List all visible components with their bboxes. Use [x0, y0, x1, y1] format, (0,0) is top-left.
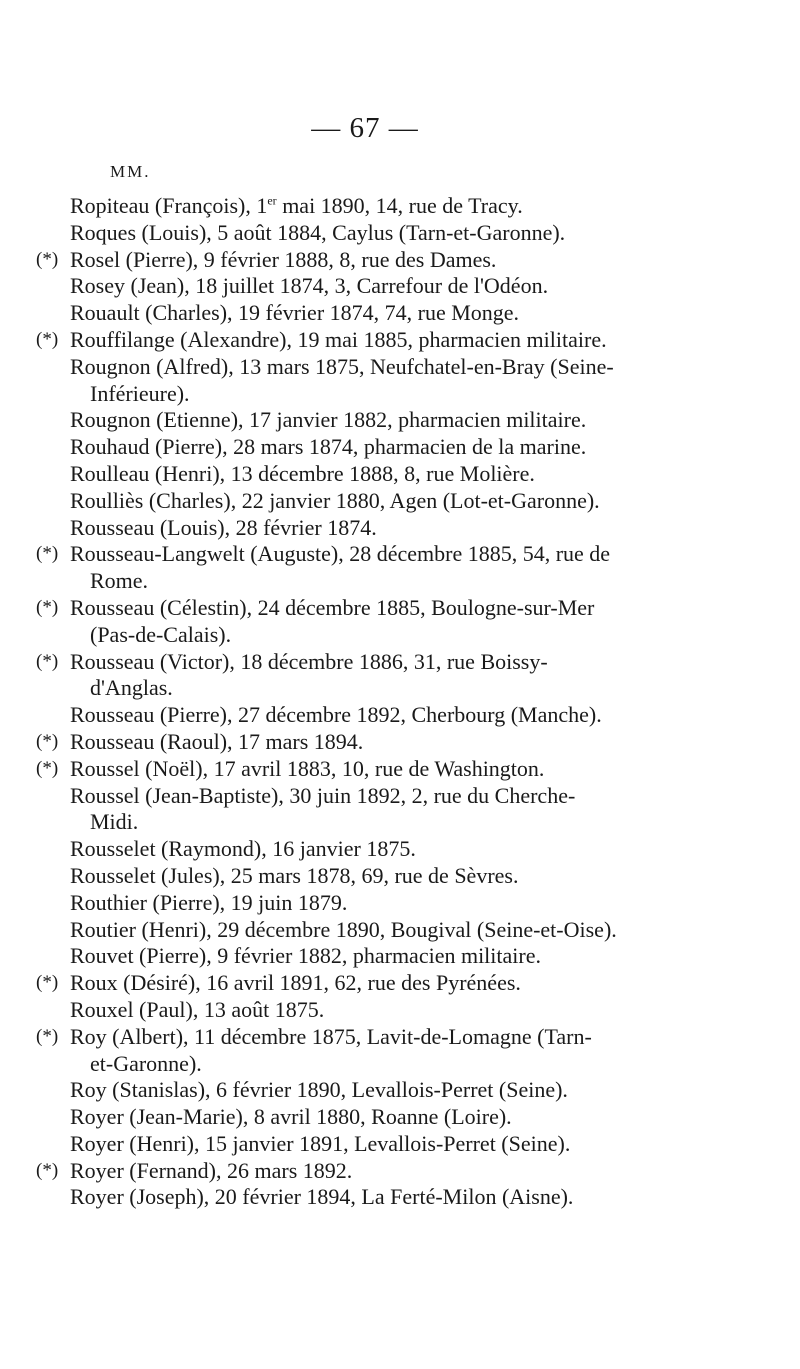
entry-text: mai 1890, 14, rue de Tracy. [276, 193, 523, 218]
entry-line: Rousseau (Victor), 18 décembre 1886, 31, rue Boissy- [70, 648, 548, 674]
entry-list [36, 193, 716, 1211]
entry [36, 220, 716, 247]
entry-continuation-line: (Pas-de-Calais). [90, 621, 232, 647]
entry-line: Rousseau (Célestin), 24 décembre 1885, Boulogne-sur-Mer [70, 594, 595, 620]
entry [36, 515, 716, 542]
entry [36, 943, 716, 970]
entry-line: Rousseau (Pierre), 27 décembre 1892, Cherbourg (Manche). [70, 702, 602, 728]
entry [36, 1184, 716, 1211]
entry-marker: (*) [36, 730, 59, 752]
entry [36, 1024, 716, 1078]
entry-marker: (*) [36, 757, 59, 779]
entry [36, 997, 716, 1024]
entry-text: Ropiteau (François), 1 [70, 193, 268, 218]
entry-line: Rouhaud (Pierre), 28 mars 1874, pharmacien de la marine. [70, 434, 587, 460]
entry [36, 702, 716, 729]
entry-marker: (*) [36, 543, 59, 565]
entry-continuation-line: d'Anglas. [90, 675, 173, 701]
entry [36, 273, 716, 300]
entry-continuation-line: Inférieure). [90, 380, 190, 406]
entry [36, 970, 716, 997]
entry-line: Rouvet (Pierre), 9 février 1882, pharmacien militaire. [70, 943, 541, 969]
entry-continuation-line: et-Garonne). [90, 1050, 202, 1076]
entry-marker: (*) [36, 1025, 59, 1047]
entry-line: Rouxel (Paul), 13 août 1875. [70, 996, 325, 1022]
entry-line: Roques (Louis), 5 août 1884, Caylus (Tarn-et-Garonne). [70, 219, 566, 245]
entry-line: Roy (Stanislas), 6 février 1890, Levallois-Perret (Seine). [70, 1077, 568, 1103]
entry [36, 917, 716, 944]
entry [36, 488, 716, 515]
entry-line: Routier (Henri), 29 décembre 1890, Bougival (Seine-et-Oise). [70, 916, 617, 942]
entry-marker: (*) [36, 328, 59, 350]
entry-line: Roulliès (Charles), 22 janvier 1880, Agen (Lot-et-Garonne). [70, 487, 600, 513]
entry-line: Routhier (Pierre), 19 juin 1879. [70, 889, 348, 915]
entry [36, 541, 716, 595]
entry-marker: (*) [36, 596, 59, 618]
entry-line: Rousseau (Raoul), 17 mars 1894. [70, 728, 364, 754]
entry [36, 783, 716, 837]
entry-line: Rouffilange (Alexandre), 19 mai 1885, pharmacien militaire. [70, 326, 607, 352]
entry [36, 354, 716, 408]
entry-marker: (*) [36, 1159, 59, 1181]
entry [36, 461, 716, 488]
section-header: MM. [110, 162, 151, 181]
entry-line: Roulleau (Henri), 13 décembre 1888, 8, rue Molière. [70, 460, 535, 486]
entry-line: Royer (Joseph), 20 février 1894, La Ferté-Milon (Aisne). [70, 1184, 574, 1210]
entry-line: Rouault (Charles), 19 février 1874, 74, rue Monge. [70, 300, 520, 326]
entry [36, 1077, 716, 1104]
entry-line: Rousselet (Jules), 25 mars 1878, 69, rue de Sèvres. [70, 862, 519, 888]
entry [36, 729, 716, 756]
entry-marker: (*) [36, 650, 59, 672]
entry-line: Rousseau-Langwelt (Auguste), 28 décembre 1885, 54, rue de [70, 541, 611, 567]
entry [36, 247, 716, 274]
entry-superscript: er [267, 193, 277, 208]
entry-line: Roussel (Noël), 17 avril 1883, 10, rue de Washington. [70, 755, 545, 781]
entry-continuation-line: Rome. [90, 568, 149, 594]
entry-line: Rosel (Pierre), 9 février 1888, 8, rue des Dames. [70, 246, 497, 272]
entry [36, 434, 716, 461]
entry-line: Royer (Henri), 15 janvier 1891, Levallois-Perret (Seine). [70, 1130, 571, 1156]
entry [36, 595, 716, 649]
entry-line: Roux (Désiré), 16 avril 1891, 62, rue des Pyrénées. [70, 970, 521, 996]
entry-line: Rousselet (Raymond), 16 janvier 1875. [70, 836, 416, 862]
entry [36, 1158, 716, 1185]
entry-marker: (*) [36, 248, 59, 270]
entry [36, 836, 716, 863]
entry-line: Roussel (Jean-Baptiste), 30 juin 1892, 2, rue du Cherche- [70, 782, 576, 808]
page-number: — 67 — [311, 112, 419, 144]
entry [36, 300, 716, 327]
entry-line [70, 193, 716, 220]
entry [36, 863, 716, 890]
entry-line: Rosey (Jean), 18 juillet 1874, 3, Carrefour de l'Odéon. [70, 273, 549, 299]
entry-line: Rougnon (Etienne), 17 janvier 1882, pharmacien militaire. [70, 407, 587, 433]
entry-marker: (*) [36, 972, 59, 994]
entry-line: Rougnon (Alfred), 13 mars 1875, Neufchatel-en-Bray (Seine- [70, 353, 614, 379]
entry [36, 407, 716, 434]
entry [36, 756, 716, 783]
entry [36, 890, 716, 917]
entry-line: Rousseau (Louis), 28 février 1874. [70, 514, 377, 540]
entry [36, 649, 716, 703]
entry [36, 1131, 716, 1158]
entry [36, 1104, 716, 1131]
entry-line: Royer (Jean-Marie), 8 avril 1880, Roanne (Loire). [70, 1104, 512, 1130]
entry-continuation-line: Midi. [90, 809, 139, 835]
entry [36, 327, 716, 354]
entry [36, 193, 716, 220]
entry-line: Roy (Albert), 11 décembre 1875, Lavit-de-Lomagne (Tarn- [70, 1023, 592, 1049]
entry-line: Royer (Fernand), 26 mars 1892. [70, 1157, 353, 1183]
